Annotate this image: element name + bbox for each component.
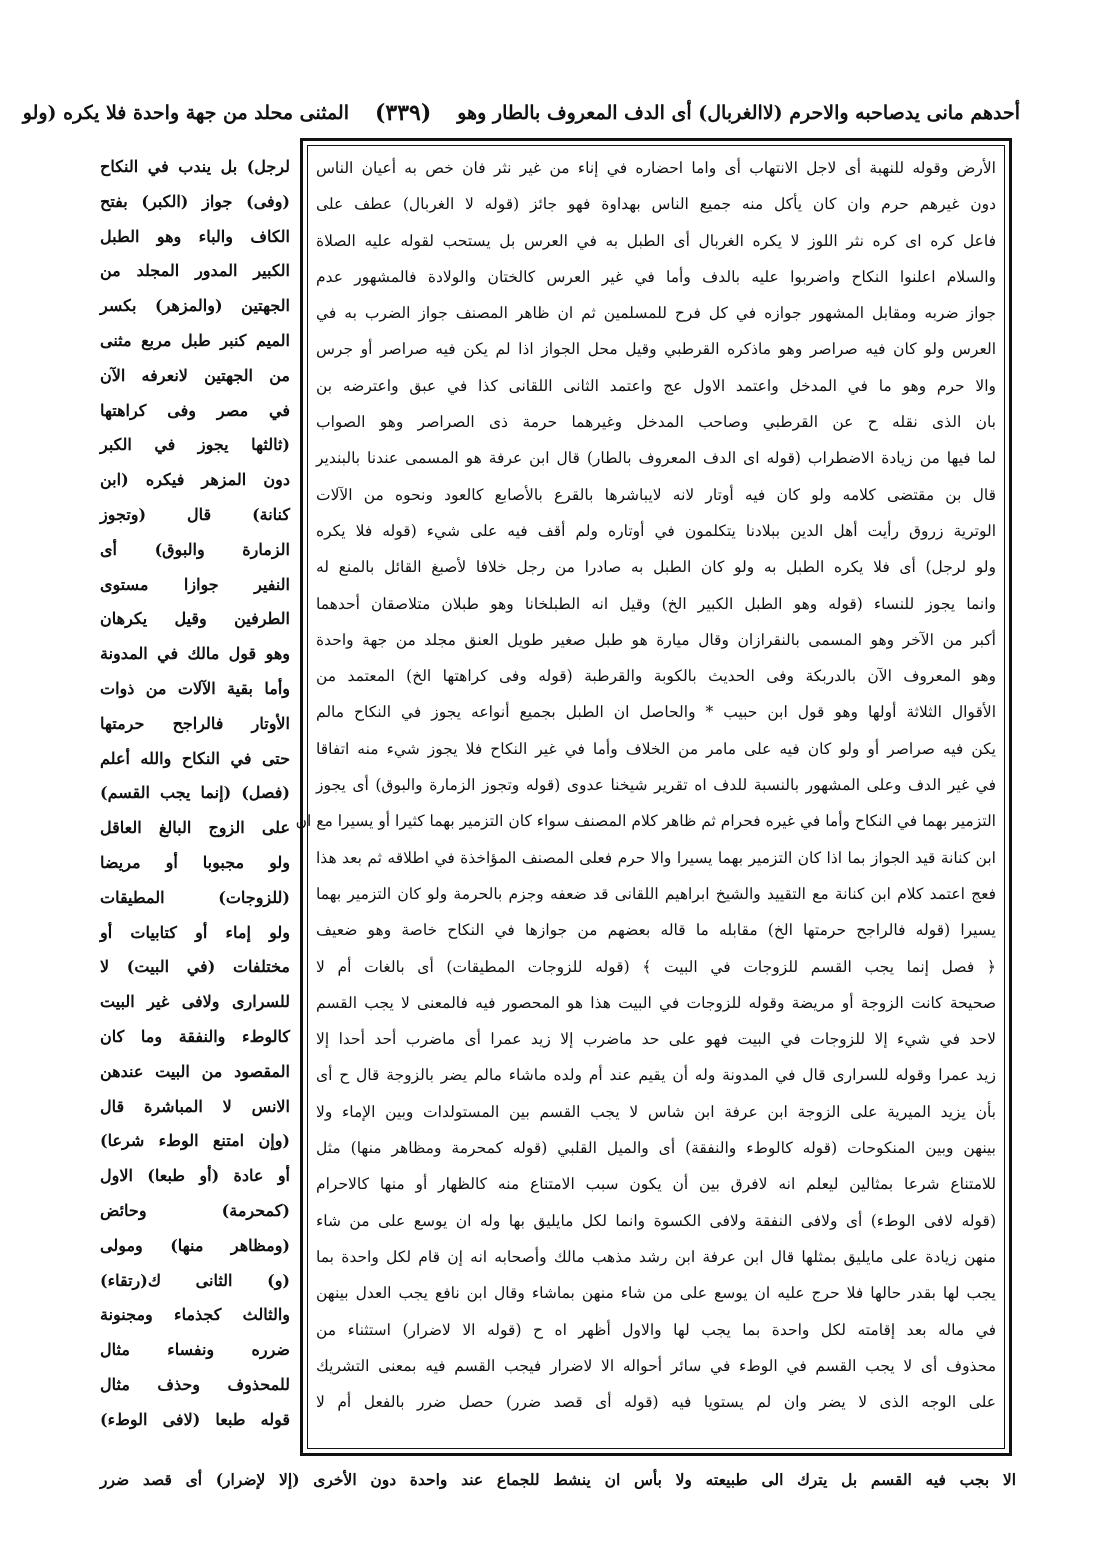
margin-text-line: للمحذوف وحذف مثال — [100, 1374, 290, 1394]
margin-text-line: الأوتار فالراجح حرمتها — [100, 713, 290, 733]
main-text-line: يكن فيه صراصر أو ولو كان فيه على مامر من الخلاف وأما في غير النكاح فلا يجوز شيء منه اتفاقا — [316, 739, 996, 758]
margin-text-line: (ومظاهر منها) ومولى — [100, 1235, 290, 1255]
margin-text-line: (وإن امتنع الوطء شرعا) — [100, 1131, 290, 1151]
main-commentary-text — [295, 150, 996, 1446]
margin-text-line: الكبير المدور المجلد من — [100, 261, 290, 281]
main-text-line: ﴿ فصل إنما يجب القسم للزوجات في البيت ﴾ (قوله للزوجات المطيقات) أى بالغات أم لا — [316, 957, 996, 976]
main-text-line: يجب لها بقدر حالها فلا حرج عليه ان يوسع على من شاء منهن بماشاء وقال ابن نافع يجب العدل بينهن — [316, 1284, 996, 1303]
margin-text-line: الانس لا المباشرة قال — [100, 1096, 290, 1116]
margin-text-line: وأما بقية الآلات من ذوات — [100, 678, 290, 698]
margin-text-line: قوله طبعا (لافى الوطء) — [100, 1409, 290, 1429]
main-text-line: لما فيها من زيادة الاضطراب (قوله اى الدف المعروف بالطار) قال ابن عرفة هو المسمى عندنا بالبندير — [316, 449, 996, 468]
header-right-text: أحدهم مانى يدصاحبه والاحرم (لاالغربال) أى الدف المعروف بالطار وهو — [457, 102, 1020, 124]
margin-text-line: والثالث كجذماء ومجنونة — [100, 1305, 290, 1325]
main-text-line: الأقوال الثلاثة أولها وهو قول ابن حبيب * والحاصل ان الطبل بجميع أنواعه يجوز في النكاح مالم — [316, 703, 996, 722]
main-text-line: منهن زيادة على مايليق بمثلها قال ابن عرفة ابن رشد مذهب مالك وأصحابه انه إن قام لكل واحدة بما — [316, 1247, 996, 1266]
main-text-line: بينهن وبين المنكوحات (قوله كالوطء والنفقة) أى والميل القلبي (قوله كمحرمة ومظاهر منها) مثل — [316, 1139, 996, 1158]
main-text-line: قال بن مقتضى كلامه ولو كان فيه أوتار لانه لايباشرها بالقرع بالأصابع كالعود ونحوه من الآلات — [316, 485, 996, 504]
margin-text-line: على الزوج البالغ العاقل — [100, 818, 290, 838]
main-text-line: يسيرا (قوله فالراجح حرمتها الخ) مقابله ما قاله بعضهم من جوازها في النكاح خاصة وهو ضعيف — [316, 921, 996, 940]
margin-text-line: وهو قول مالك في المدونة — [100, 644, 290, 664]
main-text-line: والسلام اعلنوا النكاح واضربوا عليه بالدف وأما في غير العرس كالختان والولادة فالمشهور عدم — [316, 267, 996, 286]
margin-text-line: دون المزهر فيكره (ابن — [100, 470, 290, 490]
main-text-line: التزمير بهما في النكاح وأما في غيره فحرام ثم ظاهر كلام المصنف سواء كان التزمير بهما كثيرا أو يسيرا مع ان — [295, 812, 996, 831]
main-text-line: محذوف أى لا يجب القسم في الوطء في سائر أحواله الا لاضرار فيجب القسم فيه بمعنى التشريك — [316, 1356, 996, 1375]
main-text-line: فاعل كره اى كره نثر اللوز لا يكره الغربال أى الطبل به في العرس بل يستحب لقوله عليه الصلاة — [316, 231, 996, 250]
page-number: (٣٣٩) — [374, 100, 432, 126]
margin-text-line: الكاف والباء وهو الطبل — [100, 226, 290, 246]
main-text-line: العرس ولو كان فيه صراصر وهو ماذكره القرطبي وقيل محل الجواز اذا لم يكن فيه صراصر أو جرس — [316, 340, 996, 359]
margin-text-line: النفير جوازا مستوى — [100, 574, 290, 594]
main-text-line: بان الذى نقله ح عن القرطبي وصاحب المدخل وغيرهما حرمة ذى الصراصر وهو الصواب — [316, 413, 996, 432]
margin-text-line: ولو مجبوبا أو مريضا — [100, 852, 290, 872]
main-text-line: (قوله لافى الوطء) أى ولافى النفقة ولافى الكسوة وانما لكل مايليق بها وله ان يوسع على من شاء — [316, 1211, 996, 1230]
margin-text-line: الميم كنبر طبل مربع مثنى — [100, 330, 290, 350]
main-text-line: بأن يزيد الميرية على الزوجة ابن عرفة ابن شاس لا يجب القسم بين المستولدات وبين الإماء ولا — [316, 1102, 996, 1121]
margin-text-line: (ثالثها يجوز في الكبر — [100, 435, 290, 455]
margin-text-line: مختلفات (في البيت) لا — [100, 957, 290, 977]
margin-text-line: الطرفين وقيل يكرهان — [100, 609, 290, 629]
margin-text-line: حتى في النكاح والله أعلم — [100, 748, 290, 768]
footer-text: الا بجب فيه القسم بل يترك الى طبيعته ولا بأس ان ينشط للجماع عند واحدة دون الأخرى (إلا لإضرار) أى قصد ضرر — [100, 1470, 1016, 1489]
margin-matn-text — [100, 150, 290, 1440]
margin-text-line: الجهتين (والمزهر) بكسر — [100, 296, 290, 316]
main-text-line: دون غيرهم حرم وان كان يأكل منه جميع الناس بهداوة فهو جائز (قوله لا الغربال) عطف على — [316, 195, 996, 214]
main-text-line: والا حرم وهو ما في المدخل واعتمد الاول عج واعتمد الثانى اللقانى كذا في عبق واعترضه بن — [316, 376, 996, 395]
margin-text-line: لرجل) بل يندب في النكاح — [100, 157, 290, 176]
margin-text-line: للسرارى ولافى غير البيت — [100, 992, 290, 1012]
margin-text-line: ولو إماء أو كتابيات أو — [100, 922, 290, 942]
main-text-line: الوترية زروق رأيت أهل الدين ببلادنا يتكلمون في أوتاره ولم أقف فيه على شيء (قوله فلا يكره — [316, 521, 996, 540]
margin-text-line: من الجهتين لانعرفه الآن — [100, 365, 290, 385]
main-text-line: ولو لرجل) أى فلا يكره الطبل به ولو كان الطبل به صادرا من رجل خلافا لأصبغ القائل بالمنع له — [316, 558, 996, 577]
margin-text-line: الزمارة والبوق) أى — [100, 539, 290, 559]
main-text-line: فعج اعتمد كلام ابن كنانة مع التقييد والشيخ ابراهيم اللقانى قد ضعفه وجزم بالحرمة ولو كان التزمير بهما — [316, 884, 996, 903]
main-text-line: وهو المعروف الآن بالدربكة وفى الحديث بالكوبة والقرطبة (قوله وفى كراهتها الخ) المعتمد من — [316, 667, 996, 686]
main-text-line: للامتناع شرعا بمثالين ليعلم انه لافرق بين أن يكون سبب الامتناع منه كالظهار أو منها كالاحرام — [316, 1175, 996, 1194]
main-text-line: في ماله بعد إقامته لكل واحدة بما يجب لها والاول أظهر اه ح (قوله الا لاضرار) استثناء من — [316, 1320, 996, 1339]
margin-text-line: (و) الثانى ك(رتقاء) — [100, 1270, 290, 1290]
main-text-line: زيد عمرا وقوله للسرارى قال في المدونة وله أن يقيم عند أم ولده ماشاء مالم يضر بالزوجة قال ح أى — [316, 1066, 996, 1085]
margin-text-line: في مصر وفى كراهتها — [100, 400, 290, 420]
margin-text-line: (فصل) (إنما يجب القسم) — [100, 783, 290, 803]
main-text-line: على الوجه الذى لا يضر وان لم يستويا فيه (قوله أى قصد ضرر) حصل ضرر بالفعل أم لا — [316, 1393, 996, 1412]
margin-text-line: ضرره ونفساء مثال — [100, 1340, 290, 1360]
main-text-line: صحيحة كانت الزوجة أو مريضة وقوله للزوجات في البيت هذا هو المحصور فيه فالمعنى لا يجب القسم — [316, 993, 996, 1012]
margin-text-line: كنانة) قال (وتجوز — [100, 504, 290, 524]
main-text-line: الأرض وقوله للنهبة أى لاجل الانتهاب أى واما احضاره في إناء من غير نثر فان خص به أعيان الناس — [316, 159, 996, 177]
margin-text-line: (كمحرمة) وحائض — [100, 1200, 290, 1220]
header-left-text: المثنى محلد من جهة واحدة فلا يكره (ولو — [22, 102, 349, 124]
margin-text-line: أو عادة (أو طبعا) الاول — [100, 1166, 290, 1186]
main-text-line: لاحد في شيء إلا للزوجات في البيت فهو على حد ماضرب إلا زيد عمرا أى ماضرب أحد أحدا إلا — [316, 1030, 996, 1049]
main-text-line: وانما يجوز للنساء (قوله وهو الطبل الكبير الخ) وقيل انه الطبلخانا وهو طبلان متلاصقان أحدهما — [316, 594, 996, 613]
margin-text-line: كالوطء والنفقة وما كان — [100, 1026, 290, 1046]
margin-text-line: (وفى) جواز (الكبر) بفتح — [100, 191, 290, 211]
main-text-line: ابن كنانة قيد الجواز بما اذا كان التزمير بهما يسيرا والا حرم فعلى المصنف المؤاخذة في اطلاقه ثم بعد هذا — [316, 848, 996, 867]
main-text-line: أكبر من الآخر وهو المسمى بالنقرازان وقال ميارة هو طبل صغير طويل العنق مجلد من جهة واحدة — [316, 630, 996, 649]
margin-text-line: المقصود من البيت عندهن — [100, 1061, 290, 1081]
page-header — [22, 96, 1020, 130]
main-text-line: في غير الدف وعلى المشهور بالنسبة للدف اه تقرير شيخنا عدوى (قوله وتجوز الزمارة والبوق) أى يجوز — [316, 776, 996, 795]
main-text-line: جواز ضربه ومقابل المشهور جوازه في كل فرح للمسلمين ثم ان ظاهر المصنف جواز الضرب به في — [316, 304, 996, 323]
margin-text-line: (للزوجات) المطيقات — [100, 887, 290, 907]
